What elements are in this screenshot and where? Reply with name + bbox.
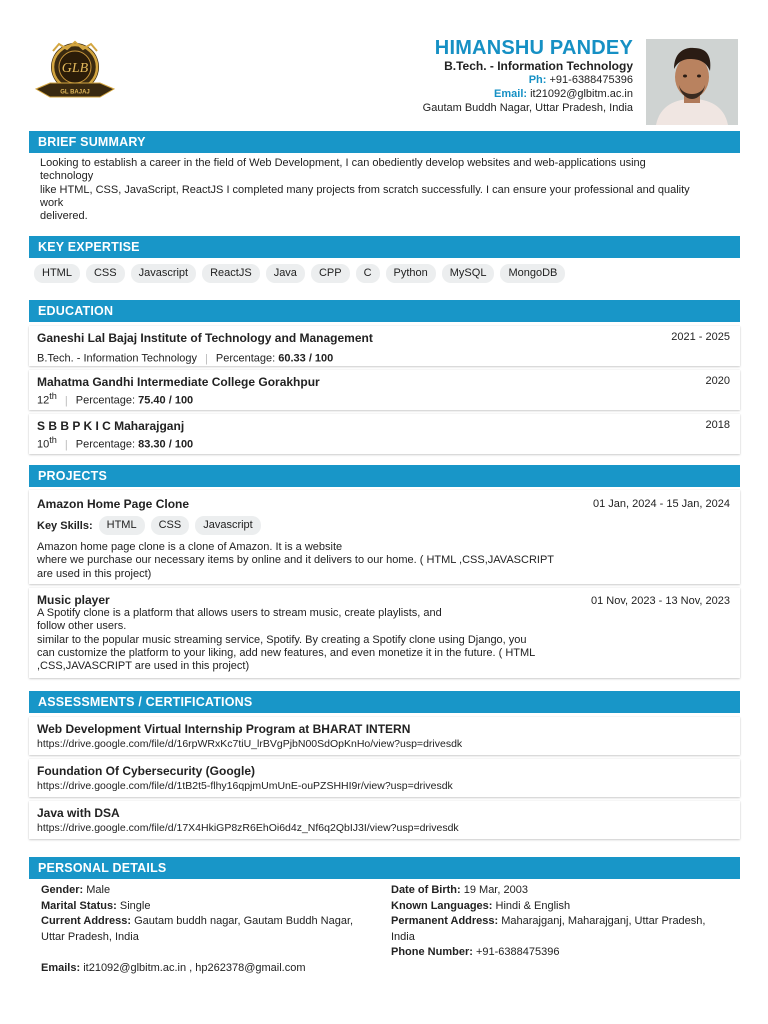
email-line (273, 87, 633, 101)
education-dates: 2018 (705, 419, 730, 431)
skill-chip: Java (266, 264, 305, 283)
languages-row: Known Languages: Hindi & English (391, 899, 571, 912)
section-personal-details: PERSONAL DETAILS (29, 857, 740, 879)
permanent-address-row-2: India (391, 930, 415, 943)
project-title: Music player (37, 593, 110, 607)
email-value[interactable]: it21092@glbitm.ac.in (530, 88, 633, 100)
project-description: Amazon home page clone is a clone of Amazon. It is a website where we purchase our necessary items by online and it delivers to our home. ( HTML ,CSS,JAVASCRIPT are used in this project) (37, 541, 555, 580)
project-entry (29, 588, 740, 678)
emails-row: Emails: it21092@glbitm.ac.in , hp262378@gmail.com (41, 962, 306, 974)
education-entry (29, 326, 740, 366)
svg-text:GLB: GLB (61, 61, 89, 76)
certification-link[interactable]: https://drive.google.com/file/d/16rpWRxKc7tiU_lrBVgPjbN00SdOpKnHo/view?usp=drivesdk (37, 738, 463, 750)
education-details: 12th | Percentage: 75.40 / 100 (37, 391, 194, 407)
project-key-skills: Key Skills: HTML CSS Javascript (37, 516, 261, 535)
certification-link[interactable]: https://drive.google.com/file/d/1tB2t5-flhy16qpjmUmUnE-ouPZSHHI9r/view?usp=drivesdk (37, 780, 453, 792)
section-education: EDUCATION (29, 300, 740, 322)
certification-title: Foundation Of Cybersecurity (Google) (37, 764, 256, 778)
skill-chip: HTML (99, 516, 145, 535)
svg-text:GL BAJAJ: GL BAJAJ (60, 89, 90, 96)
certification-entry (29, 759, 740, 797)
dob-row: Date of Birth: 19 Mar, 2003 (391, 884, 528, 896)
skill-chip: Javascript (131, 264, 197, 283)
gender-row: Gender: Male (41, 884, 111, 896)
phone-row: Phone Number: +91-6388475396 (391, 946, 560, 958)
certification-link[interactable]: https://drive.google.com/file/d/17X4HkiGP8zR6EhOi6d4z_Nf6q2QbIJ3I/view?usp=drivesdk (37, 822, 459, 834)
certification-title: Web Development Virtual Internship Program at BHARAT INTERN (37, 722, 411, 736)
education-dates: 2021 - 2025 (671, 331, 730, 343)
project-entry (29, 490, 740, 584)
phone-label: Ph: (528, 74, 547, 86)
education-institution: Mahatma Gandhi Intermediate College Gorakhpur (37, 375, 320, 389)
skill-chip: CSS (151, 516, 190, 535)
candidate-name: HIMANSHU PANDEY (434, 37, 633, 59)
education-dates: 2020 (705, 375, 730, 387)
certification-entry (29, 801, 740, 839)
skill-chip: Python (386, 264, 436, 283)
phone-line (273, 73, 633, 87)
personal-details-right (391, 883, 736, 961)
email-label: Email: (494, 88, 528, 100)
project-dates: 01 Jan, 2024 - 15 Jan, 2024 (593, 498, 730, 510)
education-institution: Ganeshi Lal Bajaj Institute of Technology and Management (37, 331, 373, 345)
skills-list (34, 264, 565, 283)
project-title: Amazon Home Page Clone (37, 497, 190, 511)
skill-chip: ReactJS (202, 264, 260, 283)
section-projects: PROJECTS (29, 465, 740, 487)
personal-details-left (41, 883, 381, 945)
candidate-degree: B.Tech. - Information Technology (444, 59, 633, 73)
summary-text: Looking to establish a career in the field of Web Development, I can obediently develop websites and web-applications using technology like HTML, CSS, JavaScript, ReactJS I completed many projects from scratch successfully. I can ensure your professional and quality work delivered. (40, 157, 690, 223)
certification-title: Java with DSA (37, 806, 120, 820)
location-line: Gautam Buddh Nagar, Uttar Pradesh, India (422, 102, 633, 114)
current-address-row: Current Address: Gautam buddh nagar, Gautam Buddh Nagar, (41, 915, 354, 927)
education-entry (29, 414, 740, 454)
skill-chip: CPP (311, 264, 350, 283)
section-certifications: ASSESSMENTS / CERTIFICATIONS (29, 691, 740, 713)
marital-row: Marital Status: Single (41, 899, 151, 912)
skill-chip: Javascript (195, 516, 261, 535)
skill-chip: CSS (86, 264, 125, 283)
skill-chip: HTML (34, 264, 80, 283)
skill-chip: MySQL (442, 264, 495, 283)
education-institution: S B B P K I C Maharajganj (37, 419, 185, 433)
college-logo (30, 39, 120, 103)
skill-chip: MongoDB (500, 264, 565, 283)
permanent-address-row: Permanent Address: Maharajganj, Maharajganj, Uttar Pradesh, (391, 915, 706, 927)
education-details: B.Tech. - Information Technology | Percentage: 60.33 / 100 (37, 352, 334, 365)
skill-chip: C (356, 264, 380, 283)
section-brief-summary: BRIEF SUMMARY (29, 131, 740, 153)
section-key-expertise: KEY EXPERTISE (29, 236, 740, 258)
header-contact (273, 37, 633, 115)
phone-value: +91-6388475396 (549, 74, 633, 86)
project-description: A Spotify clone is a platform that allows users to stream music, create playlists, and follow other users. similar to the popular music streaming service, Spotify. By creating a Spotify clone using Django, you can customize the platform to your liking, add new features, and even monetize it in the future. ( HTML ,CSS,JAVASCRIPT are used in this project) (37, 607, 536, 673)
current-address-row-2: Uttar Pradesh, India (41, 930, 139, 943)
education-entry (29, 370, 740, 410)
profile-photo (646, 39, 738, 125)
certification-entry (29, 717, 740, 755)
education-details: 10th | Percentage: 83.30 / 100 (37, 435, 194, 451)
project-dates: 01 Nov, 2023 - 13 Nov, 2023 (590, 595, 730, 607)
